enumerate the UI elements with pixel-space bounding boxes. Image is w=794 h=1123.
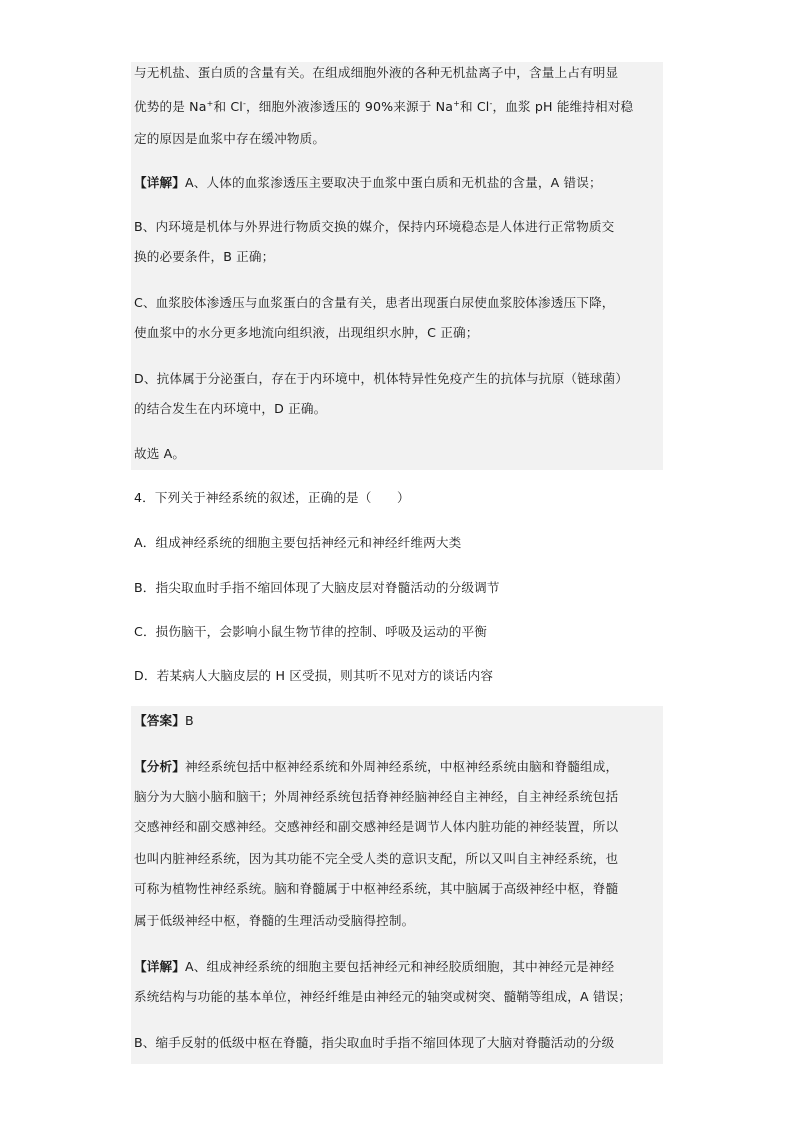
analysis-4-line-6: 属于低级神经中枢，脊髓的生理活动受脑得控制。 — [134, 913, 415, 928]
question-4-option-c: C．损伤脑干，会影响小鼠生物节律的控制、呼吸及运动的平衡 — [134, 624, 488, 639]
detail-prev-c-line-2: 使血浆中的水分更多地流向组织液，出现组织水肿，C 正确； — [134, 325, 479, 340]
analysis-label: 【分析】 — [134, 759, 185, 774]
analysis-4-line-4: 也叫内脏神经系统，因为其功能不完全受人类的意识支配，所以又叫自主神经系统，也 — [134, 851, 619, 866]
analysis-4-line-3: 交感神经和副交感神经。交感神经和副交感神经是调节人体内脏功能的神经装置，所以 — [134, 819, 619, 834]
detail-prev-a: 【详解】A、人体的血浆渗透压主要取决于血浆中蛋白质和无机盐的含量，A 错误； — [134, 175, 602, 190]
conclusion-prev: 故选 A。 — [134, 446, 186, 461]
question-4-option-b: B．指尖取血时手指不缩回体现了大脑皮层对脊髓活动的分级调节 — [134, 580, 500, 595]
analysis-4-line-5: 可称为植物性神经系统。脑和脊髓属于中枢神经系统，其中脑属于高级神经中枢，脊髓 — [134, 881, 619, 896]
detail-4-line-2: 系统结构与功能的基本单位，神经纤维是由神经元的轴突或树突、髓鞘等组成，A 错误； — [134, 989, 632, 1004]
analysis-4-line-1: 【分析】神经系统包括中枢神经系统和外周神经系统，中枢神经系统由脑和脊髓组成， — [134, 759, 619, 774]
question-4-option-a: A．组成神经系统的细胞主要包括神经元和神经纤维两大类 — [134, 535, 462, 550]
detail-4-line-1: 【详解】A、组成神经系统的细胞主要包括神经元和神经胶质细胞，其中神经元是神经 — [134, 959, 615, 974]
analysis-prev-line-1: 与无机盐、蛋白质的含量有关。在组成细胞外液的各种无机盐离子中，含量上占有明显 — [134, 65, 619, 80]
answer-label: 【答案】 — [134, 713, 185, 728]
answer-4 — [134, 712, 662, 730]
answer-value: B — [184, 713, 194, 728]
analysis-4-line-2: 脑分为大脑小脑和脑干；外周神经系统包括脊神经脑神经自主神经，自主神经系统包括 — [134, 789, 619, 804]
detail-prev-d-line-2: 的结合发生在内环境中，D 正确。 — [134, 401, 327, 416]
detail-prev-b-line-1: B、内环境是机体与外界进行物质交换的媒介，保持内环境稳态是人体进行正常物质交 — [134, 219, 615, 234]
question-4-option-d: D．若某病人大脑皮层的 H 区受损，则其听不见对方的谈话内容 — [134, 668, 494, 683]
detail-4-line-3: B、缩手反射的低级中枢在脊髓，指尖取血时手指不缩回体现了大脑对脊髓活动的分级 — [134, 1035, 615, 1050]
detail-prev-b-line-2: 换的必要条件，B 正确； — [134, 249, 275, 264]
detail-label: 【详解】 — [134, 175, 185, 190]
detail-label: 【详解】 — [134, 959, 185, 974]
detail-prev-c-line-1: C、血浆胶体渗透压与血浆蛋白的含量有关，患者出现蛋白尿使血浆胶体渗透压下降， — [134, 295, 615, 310]
question-4-stem: 4．下列关于神经系统的叙述，正确的是（ ） — [134, 490, 410, 505]
detail-prev-d-line-1: D、抗体属于分泌蛋白，存在于内环境中，机体特异性免疫产生的抗体与抗原（链球菌） — [134, 371, 629, 386]
analysis-prev-line-3: 定的原因是血浆中存在缓冲物质。 — [134, 131, 326, 146]
analysis-prev-line-2: 优势的是 Na+和 Cl-，细胞外液渗透压的 90%来源于 Na+和 Cl-，血浆 pH 能维持相对稳 — [134, 99, 634, 114]
